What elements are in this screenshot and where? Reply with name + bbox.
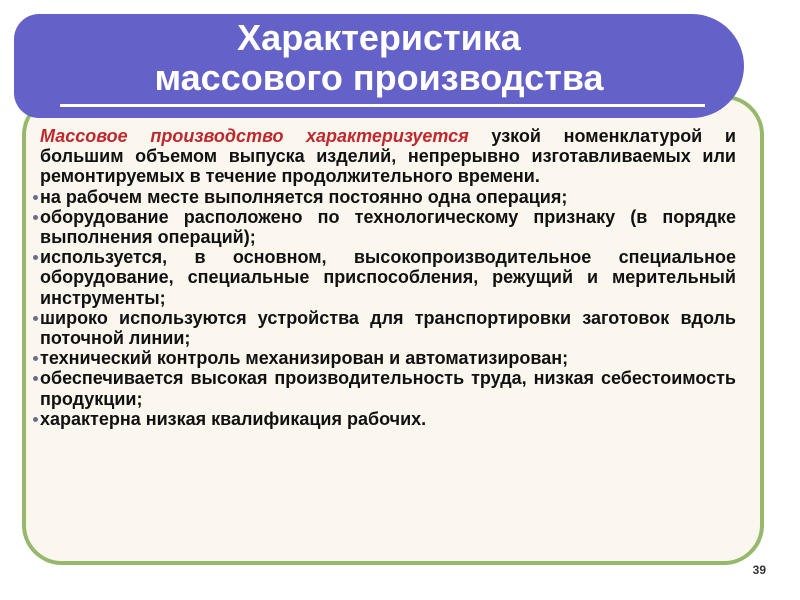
bullet-item [40, 308, 736, 348]
bullet-text: используется, в основном, высокопроизводительное специальное оборудование, специальные приспособления, режущий и мерительный инструменты; [40, 247, 736, 308]
title-line-2: массового производства [154, 57, 604, 98]
bullet-item [40, 409, 736, 429]
bullet-text: обеспечивается высокая производительность труда, низкая себестоимость продукции; [40, 368, 736, 409]
bullet-dot-icon [33, 195, 38, 200]
bullet-item [40, 207, 736, 247]
bullet-dot-icon [33, 215, 38, 220]
bullet-dot-icon [33, 417, 38, 422]
title-underline [60, 104, 705, 107]
title-line-1: Характеристика [237, 17, 521, 58]
bullet-item [40, 348, 736, 368]
bullet-item [40, 368, 736, 408]
bullet-text: широко используются устройства для транспортировки заготовок вдоль поточной линии; [40, 307, 736, 349]
bullet-dot-icon [33, 316, 38, 321]
slide-title [14, 18, 744, 98]
bullet-item [40, 247, 736, 308]
intro-paragraph [40, 126, 736, 187]
page-number: 39 [752, 563, 766, 577]
bullet-text: характерна низкая квалификация рабочих. [40, 408, 427, 429]
intro-rest: узкой номенклатурой и большим объемом выпуска изделий, непрерывно изготавливаемых или ремонтируемых в течение продолжительного времени. [40, 126, 736, 187]
bullet-text: на рабочем месте выполняется постоянно одна операция; [40, 186, 568, 207]
bullet-text: оборудование расположено по технологическому признаку (в порядке выполнения операций); [40, 206, 736, 248]
bullet-item [40, 187, 736, 207]
bullet-text: технический контроль механизирован и автоматизирован; [40, 348, 569, 369]
slide-body [40, 126, 736, 429]
intro-lead: Массовое производство характеризуется [40, 126, 469, 146]
